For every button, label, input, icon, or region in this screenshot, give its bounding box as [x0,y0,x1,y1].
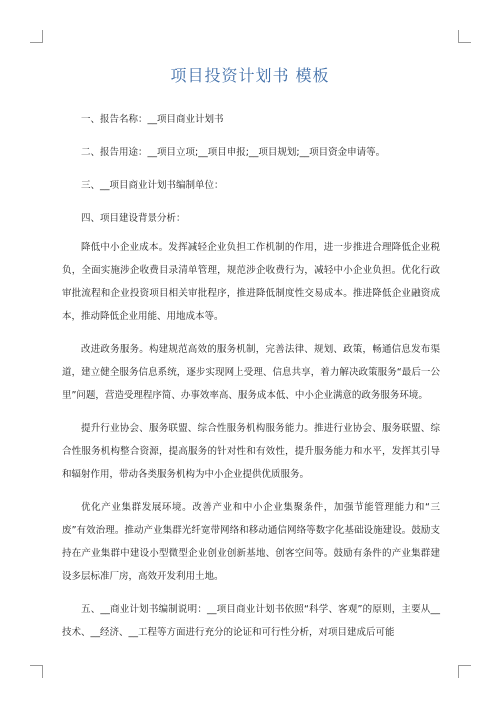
crop-mark-bottom-left [30,665,43,678]
crop-mark-bottom-right [458,665,471,678]
document-body [62,108,440,654]
compiling-unit-line: 三、__项目商业计划书编制单位： [81,180,224,191]
body-paragraph: 五、__商业计划书编制说明：__项目商业计划书依照“科学、客观”的原则，主要从__技术、__经济、__工程等方面进行充分的论证和可行性分析，对项目建成后可能 [62,604,440,638]
document-title: 项目投资计划书 模板 [170,66,330,85]
body-paragraph: 提升行业协会、服务联盟、综合性服务机构服务能力。推进行业协会、服务联盟、综合性服务机构整合资源，提高服务的针对性和有效性，提升服务能力和水平，发挥其引导和辐射作用，带动各类服务机构为中小企业提供优质服务。 [62,423,440,480]
body-paragraph: 降低中小企业成本。发挥减轻企业负担工作机制的作用，进一步推进合理降低企业税负，全面实施涉企收费目录清单管理，规范涉企收费行为，减轻中小企业负担。优化行政审批流程和企业投资项目相关审批程序，推进降低制度性交易成本。推进降低企业融资成本，推动降低企业用能、用地成本等。 [62,242,440,322]
report-name-line: 一、报告名称：__项目商业计划书 [81,114,224,125]
crop-mark-top-right [458,30,471,43]
report-purpose-line: 二、报告用途：__项目立项;__项目申报;__项目规划;__项目资金申请等。 [81,147,386,158]
body-paragraph: 优化产业集群发展环境。改善产业和中小企业集聚条件，加强节能管理能力和“三废”有效治理。推动产业集群光纤宽带网络和移动通信网络等数字化基础设施建设。鼓励支持在产业集群中建设小型微型企业创业创新基地、创客空间等。鼓励有条件的产业集群建设多层标准厂房，高效开发利用土地。 [62,502,440,582]
crop-mark-top-left [30,30,43,43]
background-heading: 四、项目建设背景分析： [81,213,186,224]
body-paragraph: 改进政务服务。构建规范高效的服务机制，完善法律、规划、政策，畅通信息发布渠道，建立健全服务信息系统，逐步实现网上受理、信息共享，着力解决政策服务“最后一公里”问题，营造受理程序简、办事效率高、服务成本低、中小企业满意的政务服务环境。 [62,344,440,401]
